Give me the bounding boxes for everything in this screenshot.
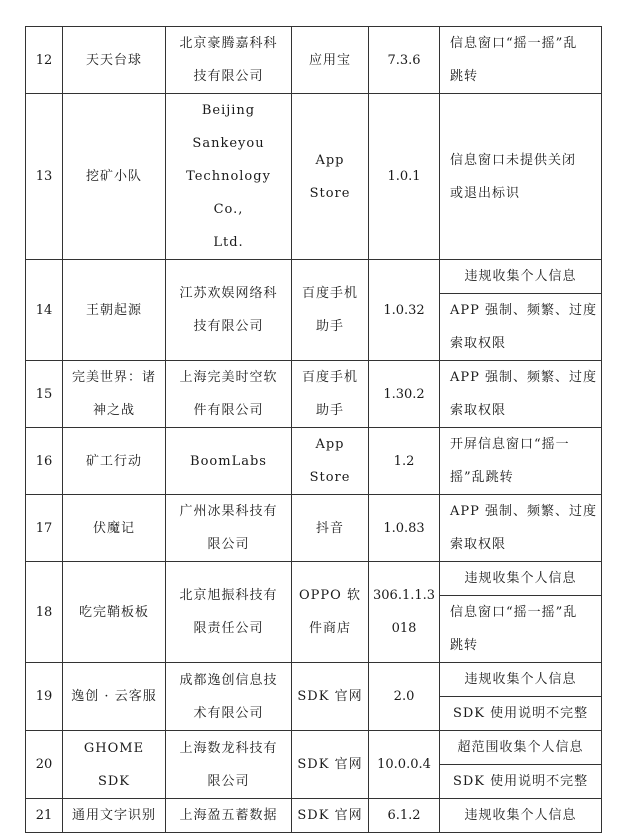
app-violation-table: [25, 26, 602, 833]
cell-line: Ltd.: [213, 235, 244, 250]
cell-line: 挖矿小队: [85, 169, 142, 184]
cell-line: App Store: [309, 152, 351, 201]
table-row: [26, 495, 602, 562]
version-cell: [369, 663, 440, 731]
company-cell: [166, 495, 292, 562]
store-cell: [292, 562, 369, 663]
cell-line: 1.0.32: [383, 302, 425, 318]
cell-line: APP 强制、频繁、过度: [450, 370, 598, 385]
issue-cell: [440, 27, 602, 94]
app-name-cell: [63, 361, 166, 428]
cell-line: 天天台球: [85, 52, 142, 68]
cell-line: SDK 使用说明不完整: [452, 774, 589, 789]
cell-line: 件商店: [308, 621, 351, 636]
cell-line: 王朝起源: [85, 302, 142, 318]
issue-cell: [440, 663, 602, 697]
row-number-cell: 21: [26, 799, 63, 833]
cell-line: SDK 官网: [297, 689, 363, 704]
row-number-cell: 14: [26, 260, 63, 361]
app-name-cell: [63, 731, 166, 799]
cell-line: BoomLabs: [190, 453, 267, 469]
app-name-cell: [63, 428, 166, 495]
row-number-cell: 17: [26, 495, 63, 562]
cell-line: 1.2: [393, 453, 415, 469]
cell-line: 信息窗口“摇一摇”乱: [450, 36, 578, 51]
table-row: [26, 799, 602, 833]
cell-line: 7.3.6: [387, 52, 421, 68]
cell-line: 违规收集个人信息: [464, 571, 577, 586]
row-number-cell: 16: [26, 428, 63, 495]
app-name-cell: [63, 495, 166, 562]
cell-line: SDK 官网: [297, 757, 363, 772]
company-cell: [166, 428, 292, 495]
cell-line: 或退出标识: [450, 185, 521, 201]
store-cell: [292, 799, 369, 833]
issue-cell: [440, 94, 602, 260]
store-cell: [292, 663, 369, 731]
cell-line: 1.30.2: [383, 386, 425, 402]
version-cell: [369, 562, 440, 663]
cell-line: 北京旭振科技有: [179, 588, 278, 603]
version-cell: [369, 94, 440, 260]
row-number-cell: 15: [26, 361, 63, 428]
cell-line: 摇”乱跳转: [450, 470, 514, 485]
row-number-cell: 20: [26, 731, 63, 799]
cell-line: 北京豪腾嘉科科: [179, 36, 278, 51]
version-cell: [369, 731, 440, 799]
cell-line: 助手: [315, 403, 344, 418]
table-row: [26, 663, 602, 697]
issue-cell: [440, 428, 602, 495]
cell-line: 索取权限: [450, 336, 507, 351]
cell-line: GHOME SDK: [83, 740, 145, 789]
cell-line: 1.0.83: [383, 520, 425, 536]
cell-line: 百度手机: [301, 286, 358, 301]
cell-line: Technology Co.,: [186, 169, 271, 217]
issue-cell: [440, 562, 602, 596]
cell-line: 索取权限: [450, 537, 507, 552]
store-cell: [292, 495, 369, 562]
cell-line: 逸创 · 云客服: [71, 689, 157, 704]
cell-line: 跳转: [450, 638, 479, 653]
cell-line: App Store: [309, 437, 351, 485]
version-cell: [369, 361, 440, 428]
cell-line: 超范围收集个人信息: [457, 740, 584, 755]
cell-line: 矿工行动: [85, 453, 142, 469]
store-cell: [292, 94, 369, 260]
company-cell: [166, 562, 292, 663]
cell-line: 限责任公司: [193, 621, 264, 636]
app-name-cell: [63, 562, 166, 663]
issue-cell: [440, 260, 602, 294]
row-number-cell: 12: [26, 27, 63, 94]
issue-cell: [440, 765, 602, 799]
cell-line: 术有限公司: [193, 705, 264, 721]
cell-line: 上海数龙科技有: [179, 740, 278, 756]
cell-line: 违规收集个人信息: [464, 269, 577, 284]
table-row: [26, 428, 602, 495]
cell-line: APP 强制、频繁、过度: [450, 303, 598, 318]
row-number-cell: 13: [26, 94, 63, 260]
cell-line: 吃完鞘板板: [78, 604, 149, 620]
cell-line: 技有限公司: [193, 319, 264, 334]
version-cell: [369, 428, 440, 495]
cell-line: SDK 官网: [297, 808, 363, 823]
store-cell: [292, 428, 369, 495]
cell-line: 限公司: [207, 773, 250, 789]
app-name-cell: [63, 799, 166, 833]
row-number-cell: 19: [26, 663, 63, 731]
version-cell: [369, 799, 440, 833]
company-cell: [166, 27, 292, 94]
company-cell: [166, 799, 292, 833]
cell-line: Beijing Sankeyou: [192, 103, 265, 151]
issue-cell: [440, 697, 602, 731]
company-cell: [166, 361, 292, 428]
cell-line: 成都逸创信息技: [179, 672, 278, 688]
table-row: [26, 94, 602, 260]
issue-cell: [440, 495, 602, 562]
row-number-cell: 18: [26, 562, 63, 663]
cell-line: 违规收集个人信息: [464, 672, 577, 687]
issue-cell: [440, 596, 602, 663]
cell-line: 上海完美时空软: [179, 370, 278, 385]
app-name-cell: [63, 663, 166, 731]
cell-line: 2.0: [393, 689, 415, 704]
cell-line: 助手: [315, 319, 344, 334]
cell-line: OPPO 软: [299, 588, 361, 603]
issue-cell: [440, 361, 602, 428]
cell-line: 违规收集个人信息: [464, 808, 577, 823]
table-row: [26, 260, 602, 294]
company-cell: [166, 731, 292, 799]
version-cell: [369, 27, 440, 94]
cell-line: 10.0.0.4: [377, 757, 431, 772]
store-cell: [292, 361, 369, 428]
cell-line: 广州冰果科技有: [179, 504, 278, 519]
cell-line: 索取权限: [450, 403, 507, 418]
app-name-cell: [63, 260, 166, 361]
cell-line: 限公司: [207, 537, 250, 552]
version-cell: [369, 260, 440, 361]
cell-line: 上海盈五蓄数据: [179, 808, 278, 823]
app-name-cell: [63, 94, 166, 260]
cell-line: 百度手机: [301, 370, 358, 385]
store-cell: [292, 27, 369, 94]
cell-line: 完美世界：诸: [71, 370, 156, 385]
cell-line: 跳转: [450, 69, 479, 84]
cell-line: APP 强制、频繁、过度: [450, 504, 598, 519]
cell-line: 江苏欢娱网络科: [179, 286, 278, 301]
app-name-cell: [63, 27, 166, 94]
cell-line: 伏魔记: [92, 520, 135, 536]
store-cell: [292, 731, 369, 799]
version-cell: [369, 495, 440, 562]
cell-line: 1.0.1: [387, 169, 421, 184]
table-row: [26, 361, 602, 428]
cell-line: SDK 使用说明不完整: [452, 706, 589, 721]
cell-line: 抖音: [315, 520, 344, 536]
cell-line: 信息窗口“摇一摇”乱: [450, 605, 578, 620]
cell-line: 018: [391, 621, 417, 636]
store-cell: [292, 260, 369, 361]
cell-line: 信息窗口未提供关闭: [450, 152, 577, 168]
cell-line: 6.1.2: [387, 808, 421, 823]
table-row: [26, 731, 602, 765]
table-body: [26, 27, 602, 833]
issue-cell: [440, 731, 602, 765]
cell-line: 神之战: [92, 403, 135, 418]
table-row: [26, 562, 602, 596]
table-row: [26, 27, 602, 94]
cell-line: 应用宝: [308, 52, 351, 68]
company-cell: [166, 663, 292, 731]
cell-line: 306.1.1.3: [373, 588, 436, 603]
cell-line: 开屏信息窗口“摇一: [450, 437, 570, 452]
issue-cell: [440, 294, 602, 361]
cell-line: 通用文字识别: [71, 808, 156, 823]
company-cell: [166, 260, 292, 361]
issue-cell: [440, 799, 602, 833]
cell-line: 件有限公司: [193, 403, 264, 418]
company-cell: [166, 94, 292, 260]
cell-line: 技有限公司: [193, 69, 264, 84]
